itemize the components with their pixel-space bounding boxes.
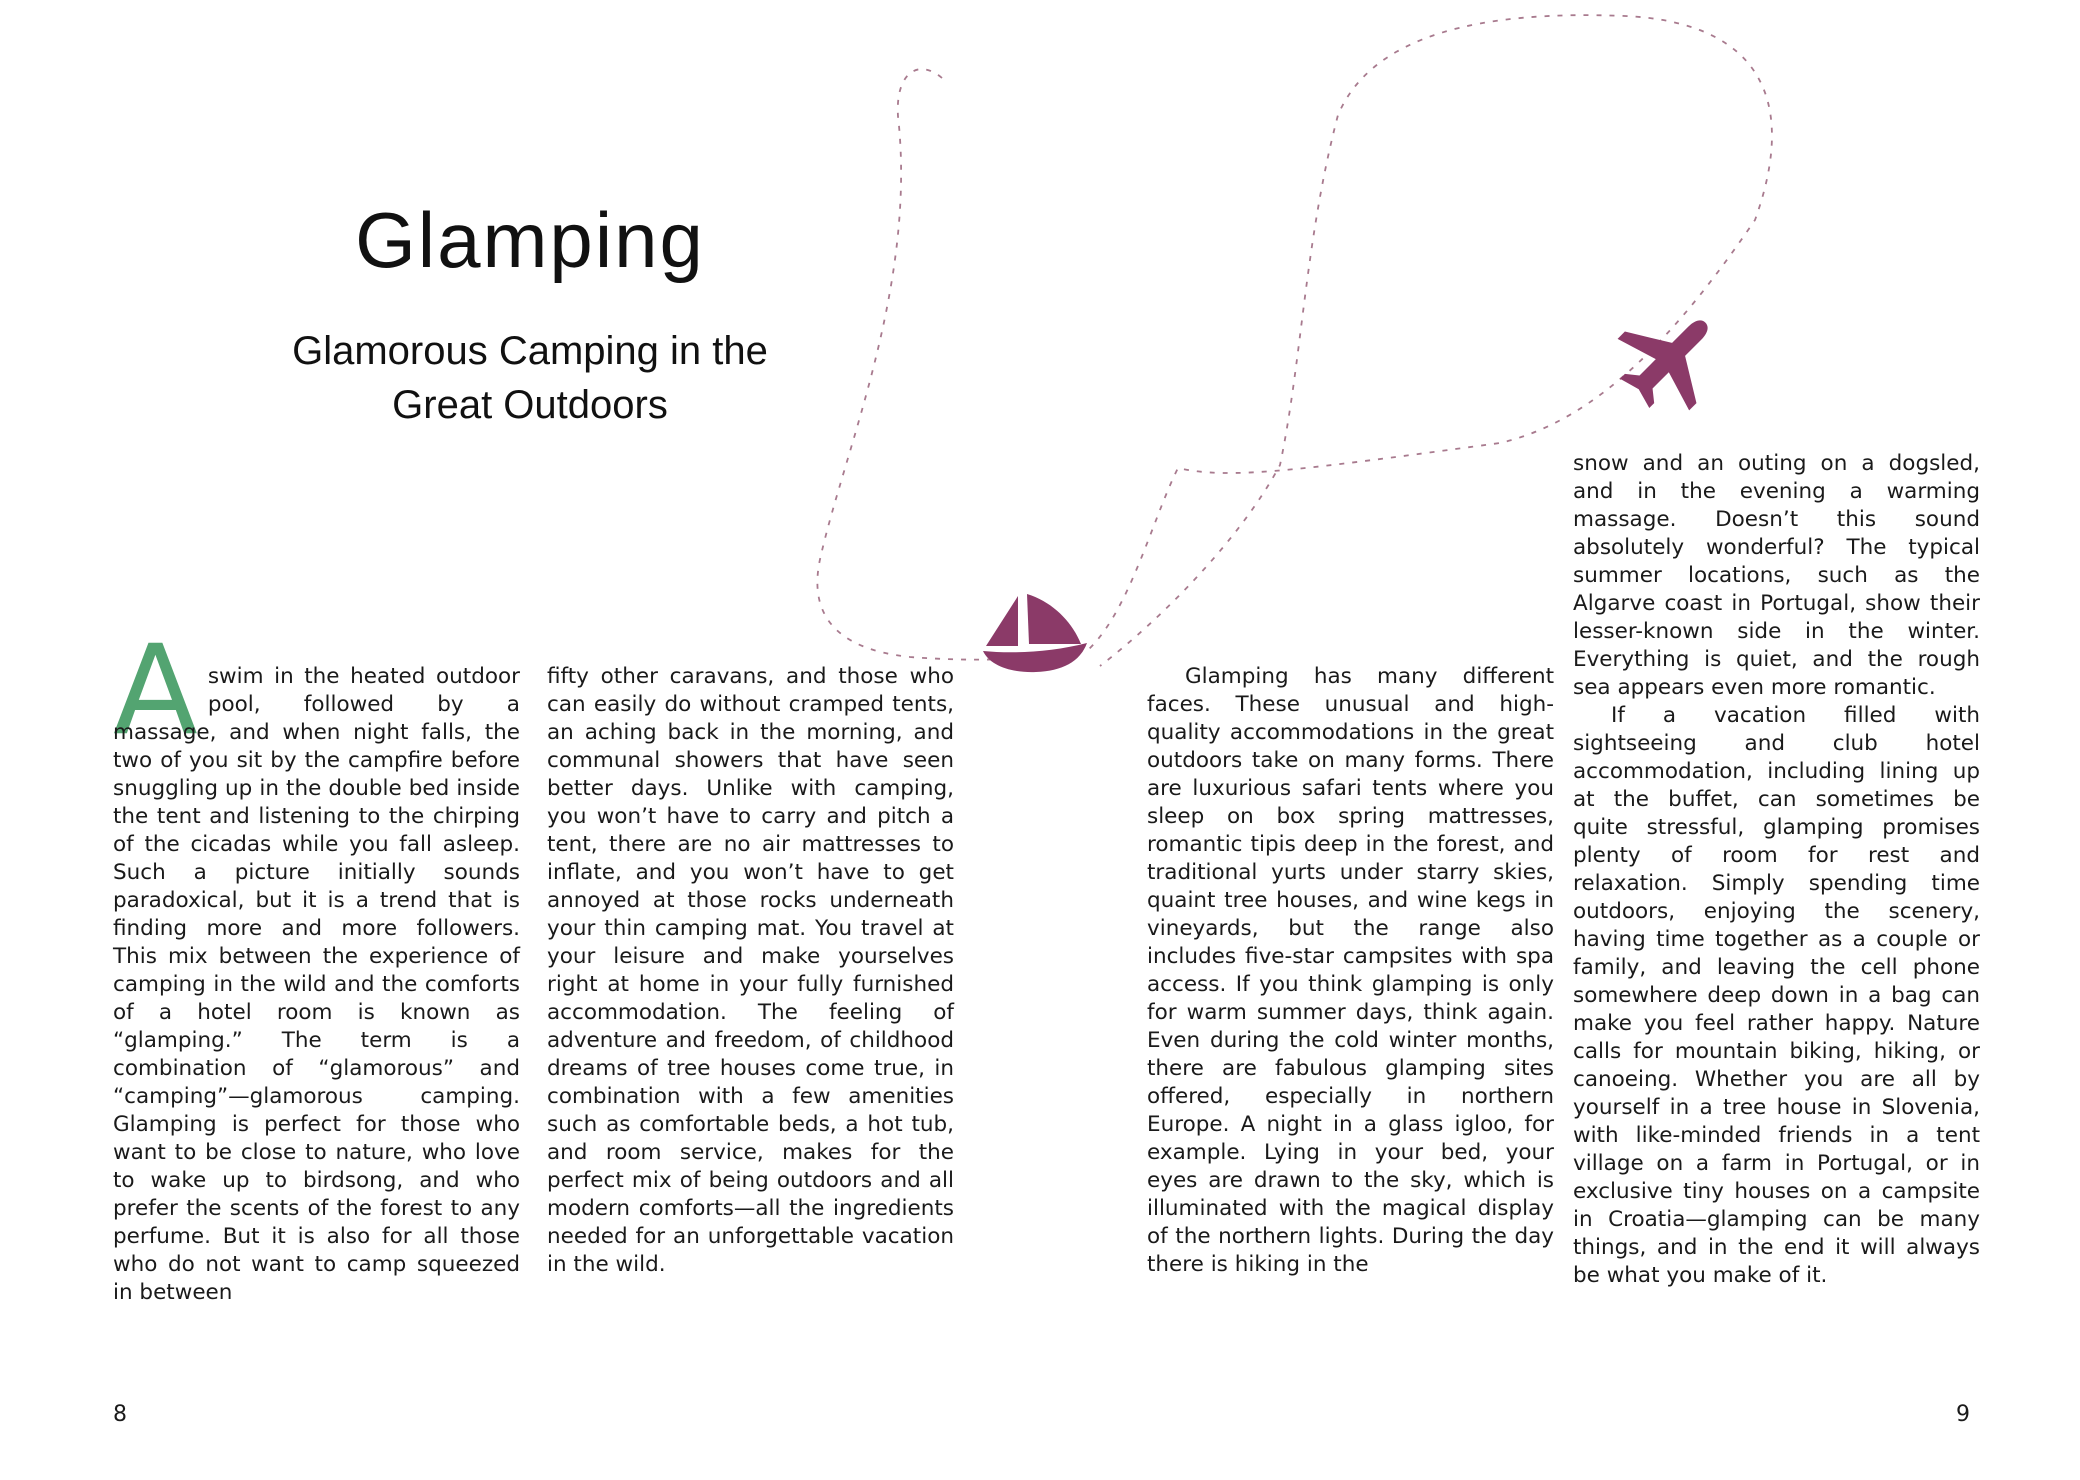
column-3-paragraph: Glamping has many different faces. These unusual and high-quality accommodations in the great outdoors take on many forms. There are luxurious safari tents where you sleep on box spring mattresses, romantic tipis deep in the forest, and traditional yurts under starry skies, quaint tree houses, and wine kegs in vineyards, but the range also includes five-star campsites with spa access. If you think glamping is only for warm summer days, think again. Even during the cold winter months, there are fabulous glamping sites offered, especially in northern Europe. A night in a glass igloo, for example. Lying in your bed, your eyes are drawn to the sky, which is illuminated with the magical display of the northern lights. During the day there is hiking in the <box>1147 664 1554 1277</box>
right-page-number: 9 <box>1956 1402 1970 1427</box>
title-block <box>180 196 880 432</box>
text-column-1 <box>113 619 520 1307</box>
airplane-icon <box>1599 287 1741 429</box>
sailboat-icon <box>983 594 1087 672</box>
dropcap-letter: A <box>113 619 198 763</box>
subtitle-line-2: Great Outdoors <box>392 382 668 427</box>
column-1-text: swim in the heated outdoor pool, followed by a massage, and when night falls, the two of you sit by the campfire before snuggling up in the double bed inside the tent and listening to the chirping of the cicadas while you fall asleep. Such a picture initially sounds paradoxical, but it is a trend that is finding more and more followers. This mix between the experience of camping in the wild and the comforts of a hotel room is known as “glamping.” The term is a combination of “glamorous” and “camping”—glamorous camping. Glamping is perfect for those who want to be close to nature, who love to wake up to birdsong, and who prefer the scents of the forest to any perfume. But it is also for all those who do not want to camp squeezed in between <box>113 664 520 1305</box>
text-column-4 <box>1573 450 1980 1290</box>
column-4-paragraph-1: snow and an outing on a dogsled, and in the evening a warming massage. Doesn’t this sound absolutely wonderful? The typical summer locations, such as the Algarve coast in Portugal, show their lesser-known side in the winter. Everything is quiet, and the rough sea appears even more romantic. <box>1573 451 1980 700</box>
subtitle-line-1: Glamorous Camping in the <box>292 328 768 373</box>
page-title: Glamping <box>355 196 705 284</box>
left-page-number: 8 <box>113 1402 127 1427</box>
column-1-paragraph <box>113 619 520 1307</box>
text-column-2 <box>547 663 954 1279</box>
page-subtitle <box>180 324 880 432</box>
column-2-paragraph: fifty other caravans, and those who can easily do without cramped tents, an aching back in the morning, and communal showers that have seen better days. Unlike with camping, you won’t have to carry and pitch a tent, there are no air mattresses to inflate, and you won’t have to get annoyed at those rocks underneath your thin camping mat. You travel at your leisure and make yourselves right at home in your fully furnished accommodation. The feeling of adventure and freedom, of childhood dreams of tree houses come true, in combination with a few amenities such as comfortable beds, a hot tub, and room service, makes for the perfect mix of being outdoors and all modern comforts—all the ingredients needed for an unforgettable vacation in the wild. <box>547 664 954 1277</box>
column-4-paragraph-2: If a vacation filled with sightseeing and club hotel accommodation, including lining up at the buffet, can sometimes be quite stressful, glamping promises plenty of room for rest and relaxation. Simply spending time outdoors, enjoying the scenery, having time together as a couple or family, and leaving the cell phone somewhere deep down in a bag can make you feel rather happy. Nature calls for mountain biking, hiking, or canoeing. Whether you are all by yourself in a tree house in Slovenia, with like-minded friends in a tent village on a farm in Portugal, or in exclusive tiny houses on a campsite in Croatia—glamping can be many things, and in the end it will always be what you make of it. <box>1573 703 1980 1288</box>
text-column-3 <box>1147 663 1554 1279</box>
